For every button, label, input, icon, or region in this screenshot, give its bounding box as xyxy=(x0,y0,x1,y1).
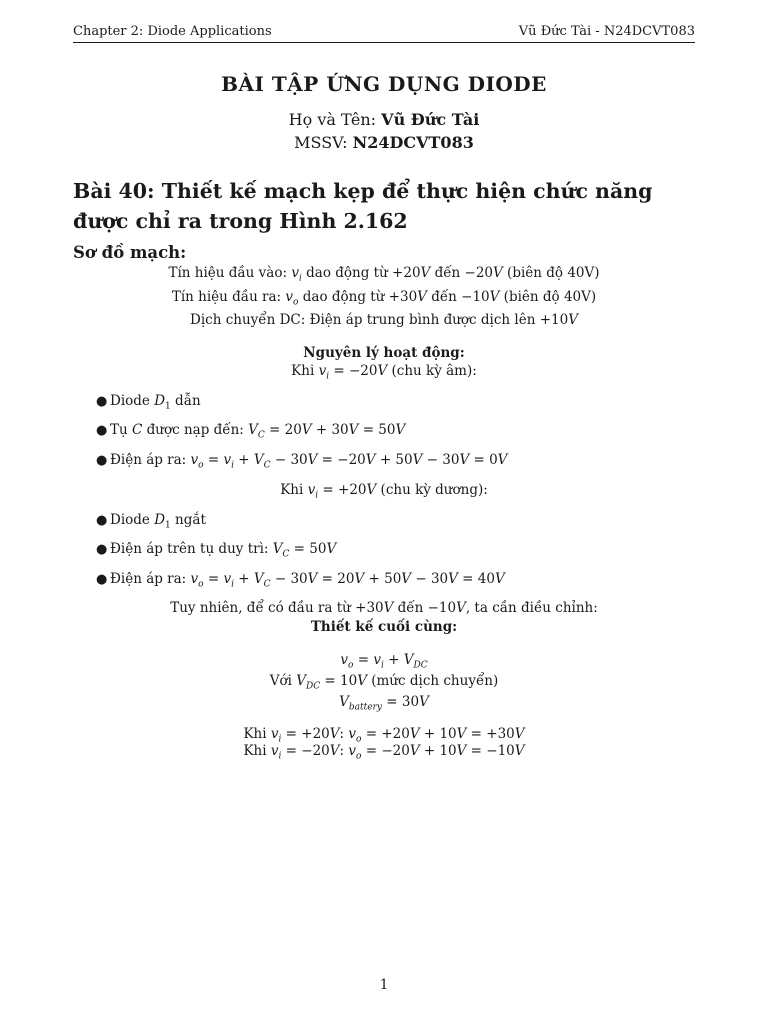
student-id-line xyxy=(0,133,768,152)
adjust-note: Tuy nhiên, để có đầu ra từ +30V đến −10V, ta cần điều chỉnh: xyxy=(170,600,598,616)
id-label: MSSV: xyxy=(294,133,348,152)
final-eq-1: $v_o = v_i + V_{DC}$ xyxy=(340,652,428,671)
student-name: Vũ Đức Tài xyxy=(381,110,480,129)
principle-heading: Nguyên lý hoạt động: xyxy=(303,345,465,361)
header-chapter: Chapter 2: Diode Applications xyxy=(73,24,272,39)
list-item: ● Điện áp ra: $v_o = v_i + V_C - 30V = 20V + 50V - 30V = 40V$ xyxy=(96,571,505,590)
circuit-line: Tín hiệu đầu vào: $v_i$ dao động từ +20V đến −20V (biên độ 40V) xyxy=(168,265,600,284)
list-item: ● Tụ C được nạp đến: $V_C = 20V + 30V = 50V$ xyxy=(96,422,406,441)
student-name-line xyxy=(0,110,768,129)
list-item: ● Điện áp trên tụ duy trì: $V_C = 50V$ xyxy=(96,541,337,560)
final-eq-3: $V_{battery} = 30V$ xyxy=(339,694,429,713)
negative-cycle-intro: Khi $v_i = -20V$ (chu kỳ âm): xyxy=(291,363,477,382)
list-item: ● Diode $D_1$ dẫn xyxy=(96,393,201,412)
final-case-2: Khi $v_i = -20V$: $v_o = -20V + 10V = -10V$ xyxy=(243,743,525,762)
list-item: ● Điện áp ra: $v_o = v_i + V_C - 30V = -20V + 50V - 30V = 0V$ xyxy=(96,452,508,471)
page-header xyxy=(73,21,695,43)
student-id: N24DCVT083 xyxy=(352,133,474,152)
positive-cycle-intro: Khi $v_i = +20V$ (chu kỳ dương): xyxy=(280,482,488,501)
circuit-line: Tín hiệu đầu ra: $v_o$ dao động từ +30V đến −10V (biên độ 40V) xyxy=(171,289,597,308)
header-author: Vũ Đức Tài - N24DCVT083 xyxy=(518,24,695,39)
circuit-line: Dịch chuyển DC: Điện áp trung bình được dịch lên +10V xyxy=(190,312,578,328)
page-number: 1 xyxy=(379,977,389,993)
problem-title: Bài 40: Thiết kế mạch kẹp để thực hiện chức năng được chỉ ra trong Hình 2.162 xyxy=(73,179,653,233)
final-case-1: Khi $v_i = +20V$: $v_o = +20V + 10V = +30V$ xyxy=(243,726,525,745)
circuit-heading: Sơ đồ mạch: xyxy=(73,243,187,262)
list-item: ● Diode $D_1$ ngắt xyxy=(96,512,206,531)
document-title: BÀI TẬP ỨNG DỤNG DIODE xyxy=(221,72,547,96)
name-label: Họ và Tên: xyxy=(288,110,377,129)
final-design-heading: Thiết kế cuối cùng: xyxy=(310,619,458,635)
final-eq-2: Với $V_{DC} = 10V$ (mức dịch chuyển) xyxy=(269,673,499,692)
